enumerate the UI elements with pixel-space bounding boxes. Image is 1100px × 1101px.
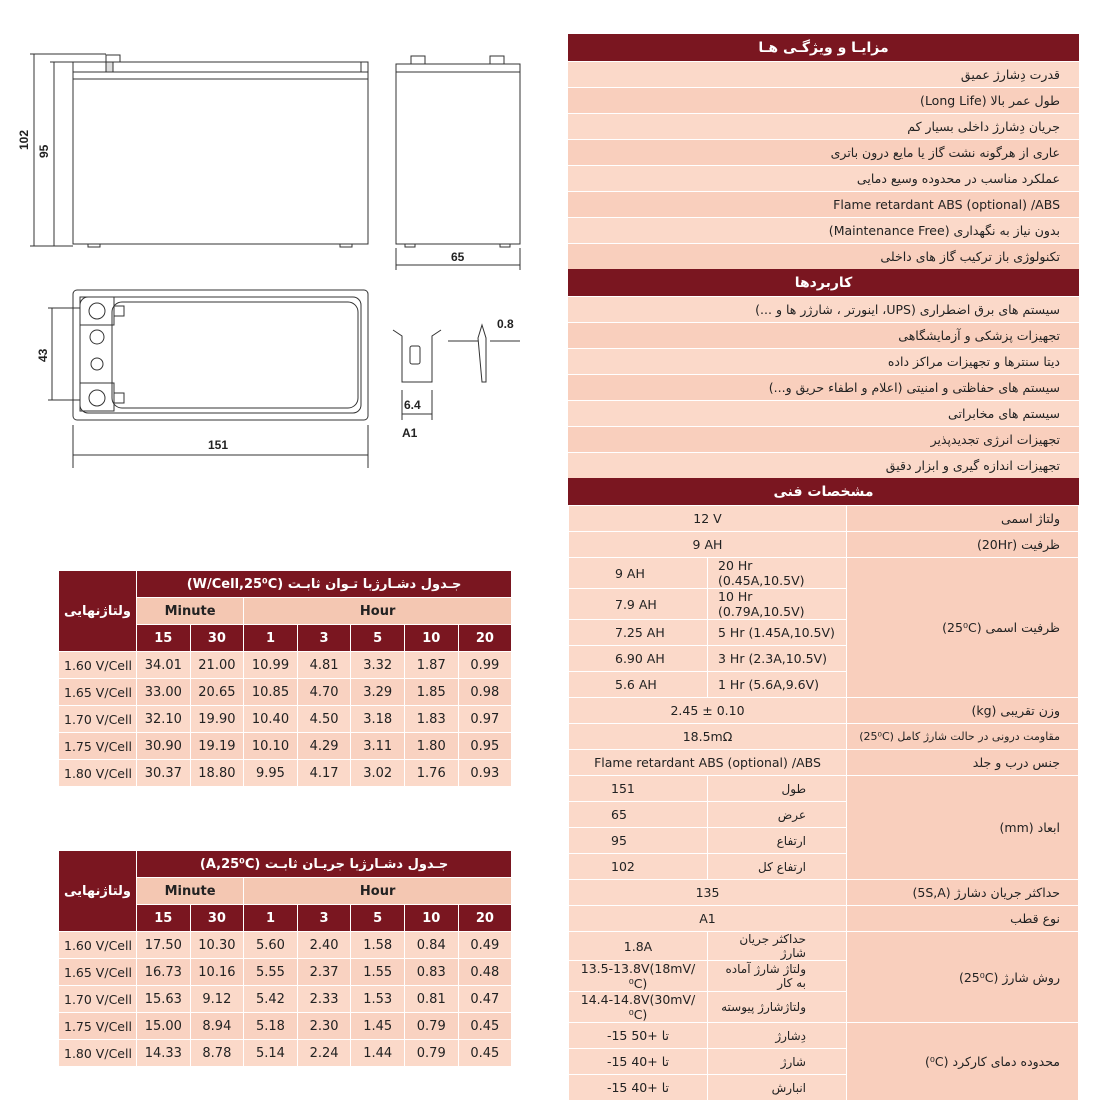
column-header: 5 [351, 905, 405, 932]
table-row [59, 1040, 512, 1067]
value-cell: 18.80 [190, 760, 244, 787]
value-cell: 1.58 [351, 932, 405, 959]
value-cell: 10.40 [244, 706, 298, 733]
spec-row-capacity [569, 532, 1079, 558]
table-title: جـدول دشـارژبا تـوان ثابـت (W/Cell,25⁰C) [137, 571, 512, 598]
terminal-type-label: A1 [402, 426, 418, 440]
charge-name: حداکثر جریان شارژ [708, 932, 847, 961]
value-cell: 2.24 [297, 1040, 351, 1067]
application-item: تجهیزات اندازه گیری و ابزار دقیق [568, 452, 1079, 478]
column-header: 20 [458, 905, 512, 932]
application-item: سیستم های حفاظتی و امنیتی (اعلام و اطفاء حریق و...) [568, 374, 1079, 400]
column-header: 15 [137, 905, 191, 932]
value-cell: 3.11 [351, 733, 405, 760]
minute-header: Minute [137, 598, 244, 625]
column-header: 1 [244, 625, 298, 652]
value-cell: 4.81 [297, 652, 351, 679]
dim-terminal-width: 6.4 [404, 398, 421, 412]
value-cell: 0.99 [458, 652, 512, 679]
value-cell: 0.84 [404, 932, 458, 959]
spec-row-resistance [569, 724, 1079, 750]
final-voltage-cell: 1.80 V/Cell [59, 760, 137, 787]
value-cell: 14.33 [137, 1040, 191, 1067]
value-cell: 15.00 [137, 1013, 191, 1040]
value-cell: 30.90 [137, 733, 191, 760]
spec-value: Flame retardant ABS (optional) /ABS [569, 750, 847, 776]
value-cell: 2.37 [297, 959, 351, 986]
value-cell: 20.65 [190, 679, 244, 706]
final-voltage-header: ولتاژنهایی [59, 571, 137, 652]
column-header: 5 [351, 625, 405, 652]
feature-item: قدرت دِشارژ عمیق [568, 61, 1079, 87]
spec-row-charge [569, 932, 1079, 961]
spec-label: نوع قطب [847, 906, 1079, 932]
spec-value: 2.45 ± 0.10 [569, 698, 847, 724]
final-voltage-cell: 1.70 V/Cell [59, 706, 137, 733]
value-cell: 3.02 [351, 760, 405, 787]
dimension-name: طول [708, 776, 847, 802]
application-item: دیتا سنترها و تجهیزات مراکز داده [568, 348, 1079, 374]
hour-header: Hour [244, 598, 512, 625]
value-cell: 8.78 [190, 1040, 244, 1067]
value-cell: 21.00 [190, 652, 244, 679]
charge-value: 1.8A [569, 932, 708, 961]
battery-dimension-drawings [0, 0, 560, 480]
value-cell: 0.45 [458, 1013, 512, 1040]
value-cell: 10.16 [190, 959, 244, 986]
value-cell: 19.19 [190, 733, 244, 760]
value-cell: 5.18 [244, 1013, 298, 1040]
spec-label: محدوده دمای کارکرد (⁰C) [847, 1023, 1079, 1101]
temperature-value: -15 تا +50 [569, 1023, 708, 1049]
final-voltage-cell: 1.65 V/Cell [59, 959, 137, 986]
dimension-name: ارتفاع [708, 828, 847, 854]
column-header: 10 [404, 905, 458, 932]
value-cell: 5.14 [244, 1040, 298, 1067]
value-cell: 0.81 [404, 986, 458, 1013]
value-cell: 33.00 [137, 679, 191, 706]
value-cell: 4.29 [297, 733, 351, 760]
spec-row-voltage [569, 506, 1079, 532]
final-voltage-header: ولتاژنهایی [59, 851, 137, 932]
dim-length: 151 [208, 438, 229, 452]
value-cell: 4.70 [297, 679, 351, 706]
rated-ah: 5.6 AH [569, 672, 708, 698]
column-header: 15 [137, 625, 191, 652]
application-item: تجهیزات پزشکی و آزمایشگاهی [568, 322, 1079, 348]
value-cell: 15.63 [137, 986, 191, 1013]
value-cell: 2.33 [297, 986, 351, 1013]
dimension-value: 151 [569, 776, 708, 802]
spec-row-rated-capacity [569, 558, 1079, 589]
final-voltage-cell: 1.60 V/Cell [59, 932, 137, 959]
spec-label: مقاومت درونی در حالت شارژ کامل (25⁰C) [847, 724, 1079, 750]
table-row [59, 652, 512, 679]
value-cell: 3.32 [351, 652, 405, 679]
rated-condition: 10 Hr (0.79A,10.5V) [708, 589, 847, 620]
value-cell: 1.83 [404, 706, 458, 733]
table-row [59, 679, 512, 706]
spec-row-weight [569, 698, 1079, 724]
charge-value: 14.4-14.8V(30mV/⁰C) [569, 992, 708, 1023]
dim-terminal-thickness: 0.8 [497, 317, 514, 331]
value-cell: 34.01 [137, 652, 191, 679]
spec-sheet [568, 34, 1079, 1101]
charge-value: 13.5-13.8V(18mV/⁰C) [569, 961, 708, 992]
spec-value: 12 V [569, 506, 847, 532]
spec-value: 135 [569, 880, 847, 906]
spec-label: ظرفیت اسمی (25⁰C) [847, 558, 1079, 698]
value-cell: 0.93 [458, 760, 512, 787]
charge-name: ولتاژشارژ پیوسته [708, 992, 847, 1023]
feature-item: طول عمر بالا (Long Life) [568, 87, 1079, 113]
value-cell: 0.79 [404, 1013, 458, 1040]
value-cell: 1.55 [351, 959, 405, 986]
value-cell: 10.85 [244, 679, 298, 706]
tech-specs-header: مشخصات فنی [568, 478, 1079, 505]
dim-height: 95 [37, 144, 51, 158]
value-cell: 10.99 [244, 652, 298, 679]
value-cell: 1.76 [404, 760, 458, 787]
value-cell: 3.18 [351, 706, 405, 733]
value-cell: 0.48 [458, 959, 512, 986]
rated-ah: 7.9 AH [569, 589, 708, 620]
spec-value: A1 [569, 906, 847, 932]
table-title: جـدول دشـارژبا جریـان ثابـت (A,25⁰C) [137, 851, 512, 878]
features-list [568, 61, 1079, 269]
side-view-drawing [396, 56, 520, 270]
value-cell: 4.50 [297, 706, 351, 733]
table-row [59, 986, 512, 1013]
spec-row-dimensions [569, 776, 1079, 802]
features-header: مزایـا و ویژگـی هـا [568, 34, 1079, 61]
value-cell: 1.80 [404, 733, 458, 760]
dim-total-height: 102 [17, 129, 31, 150]
column-header: 10 [404, 625, 458, 652]
spec-row-max-discharge [569, 880, 1079, 906]
value-cell: 0.47 [458, 986, 512, 1013]
spec-row-temperature [569, 1023, 1079, 1049]
value-cell: 9.95 [244, 760, 298, 787]
front-view-drawing [30, 54, 368, 247]
feature-item: جریان دِشارژ داخلی بسیار کم [568, 113, 1079, 139]
final-voltage-cell: 1.80 V/Cell [59, 1040, 137, 1067]
rated-condition: 3 Hr (2.3A,10.5V) [708, 646, 847, 672]
minute-header: Minute [137, 878, 244, 905]
temperature-name: دِشارژ [708, 1023, 847, 1049]
spec-value: 9 AH [569, 532, 847, 558]
charge-name: ولتاژ شارژ آماده به کار [708, 961, 847, 992]
feature-item: عاری از هرگونه نشت گاز یا مایع درون باتری [568, 139, 1079, 165]
value-cell: 0.45 [458, 1040, 512, 1067]
rated-ah: 7.25 AH [569, 620, 708, 646]
constant-current-table [58, 850, 512, 1067]
dimension-name: عرض [708, 802, 847, 828]
value-cell: 0.98 [458, 679, 512, 706]
table-row [59, 959, 512, 986]
value-cell: 32.10 [137, 706, 191, 733]
dimension-value: 65 [569, 802, 708, 828]
value-cell: 1.53 [351, 986, 405, 1013]
value-cell: 0.95 [458, 733, 512, 760]
rated-condition: 20 Hr (0.45A,10.5V) [708, 558, 847, 589]
value-cell: 0.97 [458, 706, 512, 733]
table-row [59, 932, 512, 959]
final-voltage-cell: 1.75 V/Cell [59, 1013, 137, 1040]
value-cell: 2.30 [297, 1013, 351, 1040]
value-cell: 1.87 [404, 652, 458, 679]
temperature-value: -15 تا +40 [569, 1075, 708, 1101]
column-header: 20 [458, 625, 512, 652]
feature-item: Flame retardant ABS (optional) /ABS [568, 191, 1079, 217]
value-cell: 8.94 [190, 1013, 244, 1040]
value-cell: 5.60 [244, 932, 298, 959]
rated-condition: 5 Hr (1.45A,10.5V) [708, 620, 847, 646]
column-header: 3 [297, 625, 351, 652]
constant-power-table [58, 570, 512, 787]
final-voltage-cell: 1.65 V/Cell [59, 679, 137, 706]
table-row [59, 706, 512, 733]
tech-specs-table [568, 505, 1079, 1101]
spec-label: روش شارژ (25⁰C) [847, 932, 1079, 1023]
dimension-name: ارتفاع کل [708, 854, 847, 880]
column-header: 3 [297, 905, 351, 932]
final-voltage-cell: 1.60 V/Cell [59, 652, 137, 679]
spec-label: حداکثر جریان دشارژ (5S,A) [847, 880, 1079, 906]
spec-label: جنس درب و جلد [847, 750, 1079, 776]
value-cell: 0.79 [404, 1040, 458, 1067]
application-item: سیستم های مخابراتی [568, 400, 1079, 426]
column-header: 1 [244, 905, 298, 932]
table-row [59, 1013, 512, 1040]
rated-condition: 1 Hr (5.6A,9.6V) [708, 672, 847, 698]
value-cell: 10.10 [244, 733, 298, 760]
value-cell: 17.50 [137, 932, 191, 959]
temperature-value: -15 تا +40 [569, 1049, 708, 1075]
table-row [59, 760, 512, 787]
value-cell: 1.85 [404, 679, 458, 706]
table-row [59, 733, 512, 760]
value-cell: 16.73 [137, 959, 191, 986]
spec-label: ابعاد (mm) [847, 776, 1079, 880]
column-header: 30 [190, 625, 244, 652]
value-cell: 5.55 [244, 959, 298, 986]
spec-label: وزن تقریبی (kg) [847, 698, 1079, 724]
feature-item: عملکرد مناسب در محدوده وسیع دمایی [568, 165, 1079, 191]
hour-header: Hour [244, 878, 512, 905]
value-cell: 10.30 [190, 932, 244, 959]
value-cell: 5.42 [244, 986, 298, 1013]
rated-ah: 6.90 AH [569, 646, 708, 672]
applications-list [568, 296, 1079, 478]
value-cell: 30.37 [137, 760, 191, 787]
value-cell: 1.45 [351, 1013, 405, 1040]
dim-width: 65 [451, 250, 465, 264]
final-voltage-cell: 1.75 V/Cell [59, 733, 137, 760]
application-item: تجهیزات انرژی تجدیدپذیر [568, 426, 1079, 452]
column-header: 30 [190, 905, 244, 932]
temperature-name: انبارش [708, 1075, 847, 1101]
value-cell: 0.83 [404, 959, 458, 986]
dimension-value: 95 [569, 828, 708, 854]
final-voltage-cell: 1.70 V/Cell [59, 986, 137, 1013]
spec-row-case [569, 750, 1079, 776]
value-cell: 2.40 [297, 932, 351, 959]
value-cell: 3.29 [351, 679, 405, 706]
dimension-value: 102 [569, 854, 708, 880]
feature-item: بدون نیاز به نگهداری (Maintenance Free) [568, 217, 1079, 243]
application-item: سیستم های برق اضطراری (UPS، اینورتر ، شارژر ها و ...) [568, 296, 1079, 322]
value-cell: 0.49 [458, 932, 512, 959]
spec-value: 18.5mΩ [569, 724, 847, 750]
spec-row-terminal [569, 906, 1079, 932]
feature-item: تکنولوژی باز ترکیب گاز های داخلی [568, 243, 1079, 269]
applications-header: کاربردها [568, 269, 1079, 296]
value-cell: 4.17 [297, 760, 351, 787]
spec-label: ظرفیت (20Hr) [847, 532, 1079, 558]
value-cell: 9.12 [190, 986, 244, 1013]
temperature-name: شارژ [708, 1049, 847, 1075]
dim-terminal-spacing: 43 [36, 348, 50, 362]
value-cell: 1.44 [351, 1040, 405, 1067]
spec-label: ولتاژ اسمی [847, 506, 1079, 532]
value-cell: 19.90 [190, 706, 244, 733]
rated-ah: 9 AH [569, 558, 708, 589]
